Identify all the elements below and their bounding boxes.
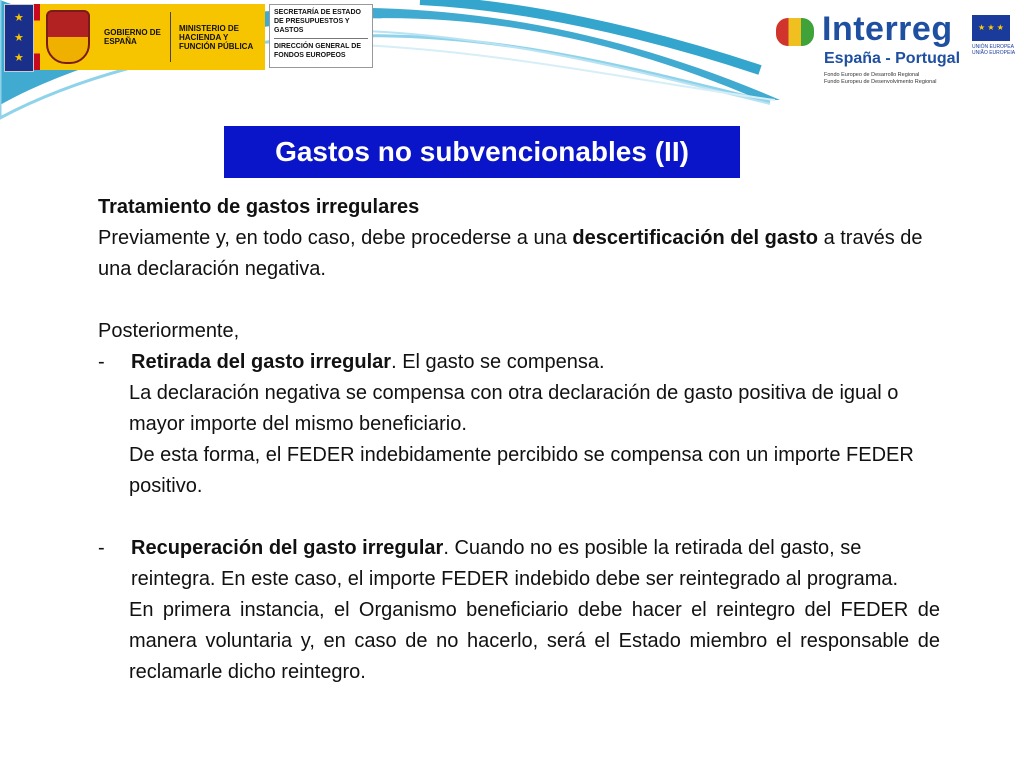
spanish-government-logo [4, 4, 373, 72]
list-item [98, 533, 940, 595]
ministerio-text: MINISTERIO DE HACIENDA Y FUNCIÓN PÚBLICA [179, 23, 254, 51]
eu-text: UNIÓN EUROPEA UNIÃO EUROPEIA [972, 44, 1016, 56]
coat-of-arms-icon [46, 10, 90, 64]
list-item [98, 347, 940, 378]
slide-title: Gastos no subvencionables (II) [224, 126, 740, 178]
interreg-subtitle: España - Portugal [824, 50, 961, 67]
intro-bold-text: descertificación del gasto [572, 227, 819, 249]
intro-text-end: a través de una declaración negativa. [98, 227, 923, 280]
intro-paragraph [98, 223, 940, 285]
eu-flag-icon: ★ ★ ★ [972, 15, 1010, 41]
divider [274, 38, 368, 39]
government-banner [40, 4, 265, 70]
fund-line-pt: Fundo Europeu de Desenvolvimento Regional [824, 79, 937, 85]
item-detail: En primera instancia, el Organismo beneficiario debe hacer el reintegro del FEDER de manera voluntaria y, en caso de no hacerlo, será el Estado miembro el responsable de reclamarle dicho reintegro. [129, 599, 940, 683]
interreg-logo [776, 10, 1020, 90]
item-bold-label: Retirada del gasto irregular [131, 351, 392, 373]
item-detail: La declaración negativa se compensa con otra declaración de gasto positiva de igual o mayor importe del mismo beneficiario. [129, 382, 899, 435]
gobierno-text: GOBIERNO DE ESPAÑA [104, 28, 161, 46]
direccion-text: DIRECCIÓN GENERAL DE FONDOS EUROPEOS [274, 43, 361, 59]
interreg-name: Interreg [822, 10, 953, 48]
list-dash: - [98, 351, 105, 373]
list-item-text [131, 347, 605, 378]
list-dash: - [98, 537, 105, 559]
item-bold-label: Recuperación del gasto irregular [131, 537, 444, 559]
list-item-text [131, 533, 940, 595]
interreg-fund-text [824, 72, 937, 86]
eu-stars-flag-icon: ★ ★ ★ [4, 4, 34, 72]
slide-body [98, 192, 940, 688]
posteriormente-text: Posteriormente, [98, 320, 240, 342]
item-text: . Cuando no es posible la retirada del gasto, se reintegra. En este caso, el importe FEDER indebido debe ser reintegrado al programa. [131, 537, 899, 590]
secretaria-text: SECRETARÍA DE ESTADO DE PRESUPUESTOS Y GASTOS [274, 9, 361, 34]
interreg-emblem-icon [776, 18, 814, 46]
item-text: . El gasto se compensa. [391, 351, 605, 373]
section-heading: Tratamiento de gastos irregulares [98, 196, 420, 218]
item-detail: De esta forma, el FEDER indebidamente percibido se compensa con un importe FEDER positivo. [129, 444, 914, 497]
secretaria-box [269, 4, 373, 68]
intro-text: Previamente y, en todo caso, debe procederse a una [98, 227, 573, 249]
fund-line-es: Fondo Europeo de Desarrollo Regional [824, 72, 920, 78]
